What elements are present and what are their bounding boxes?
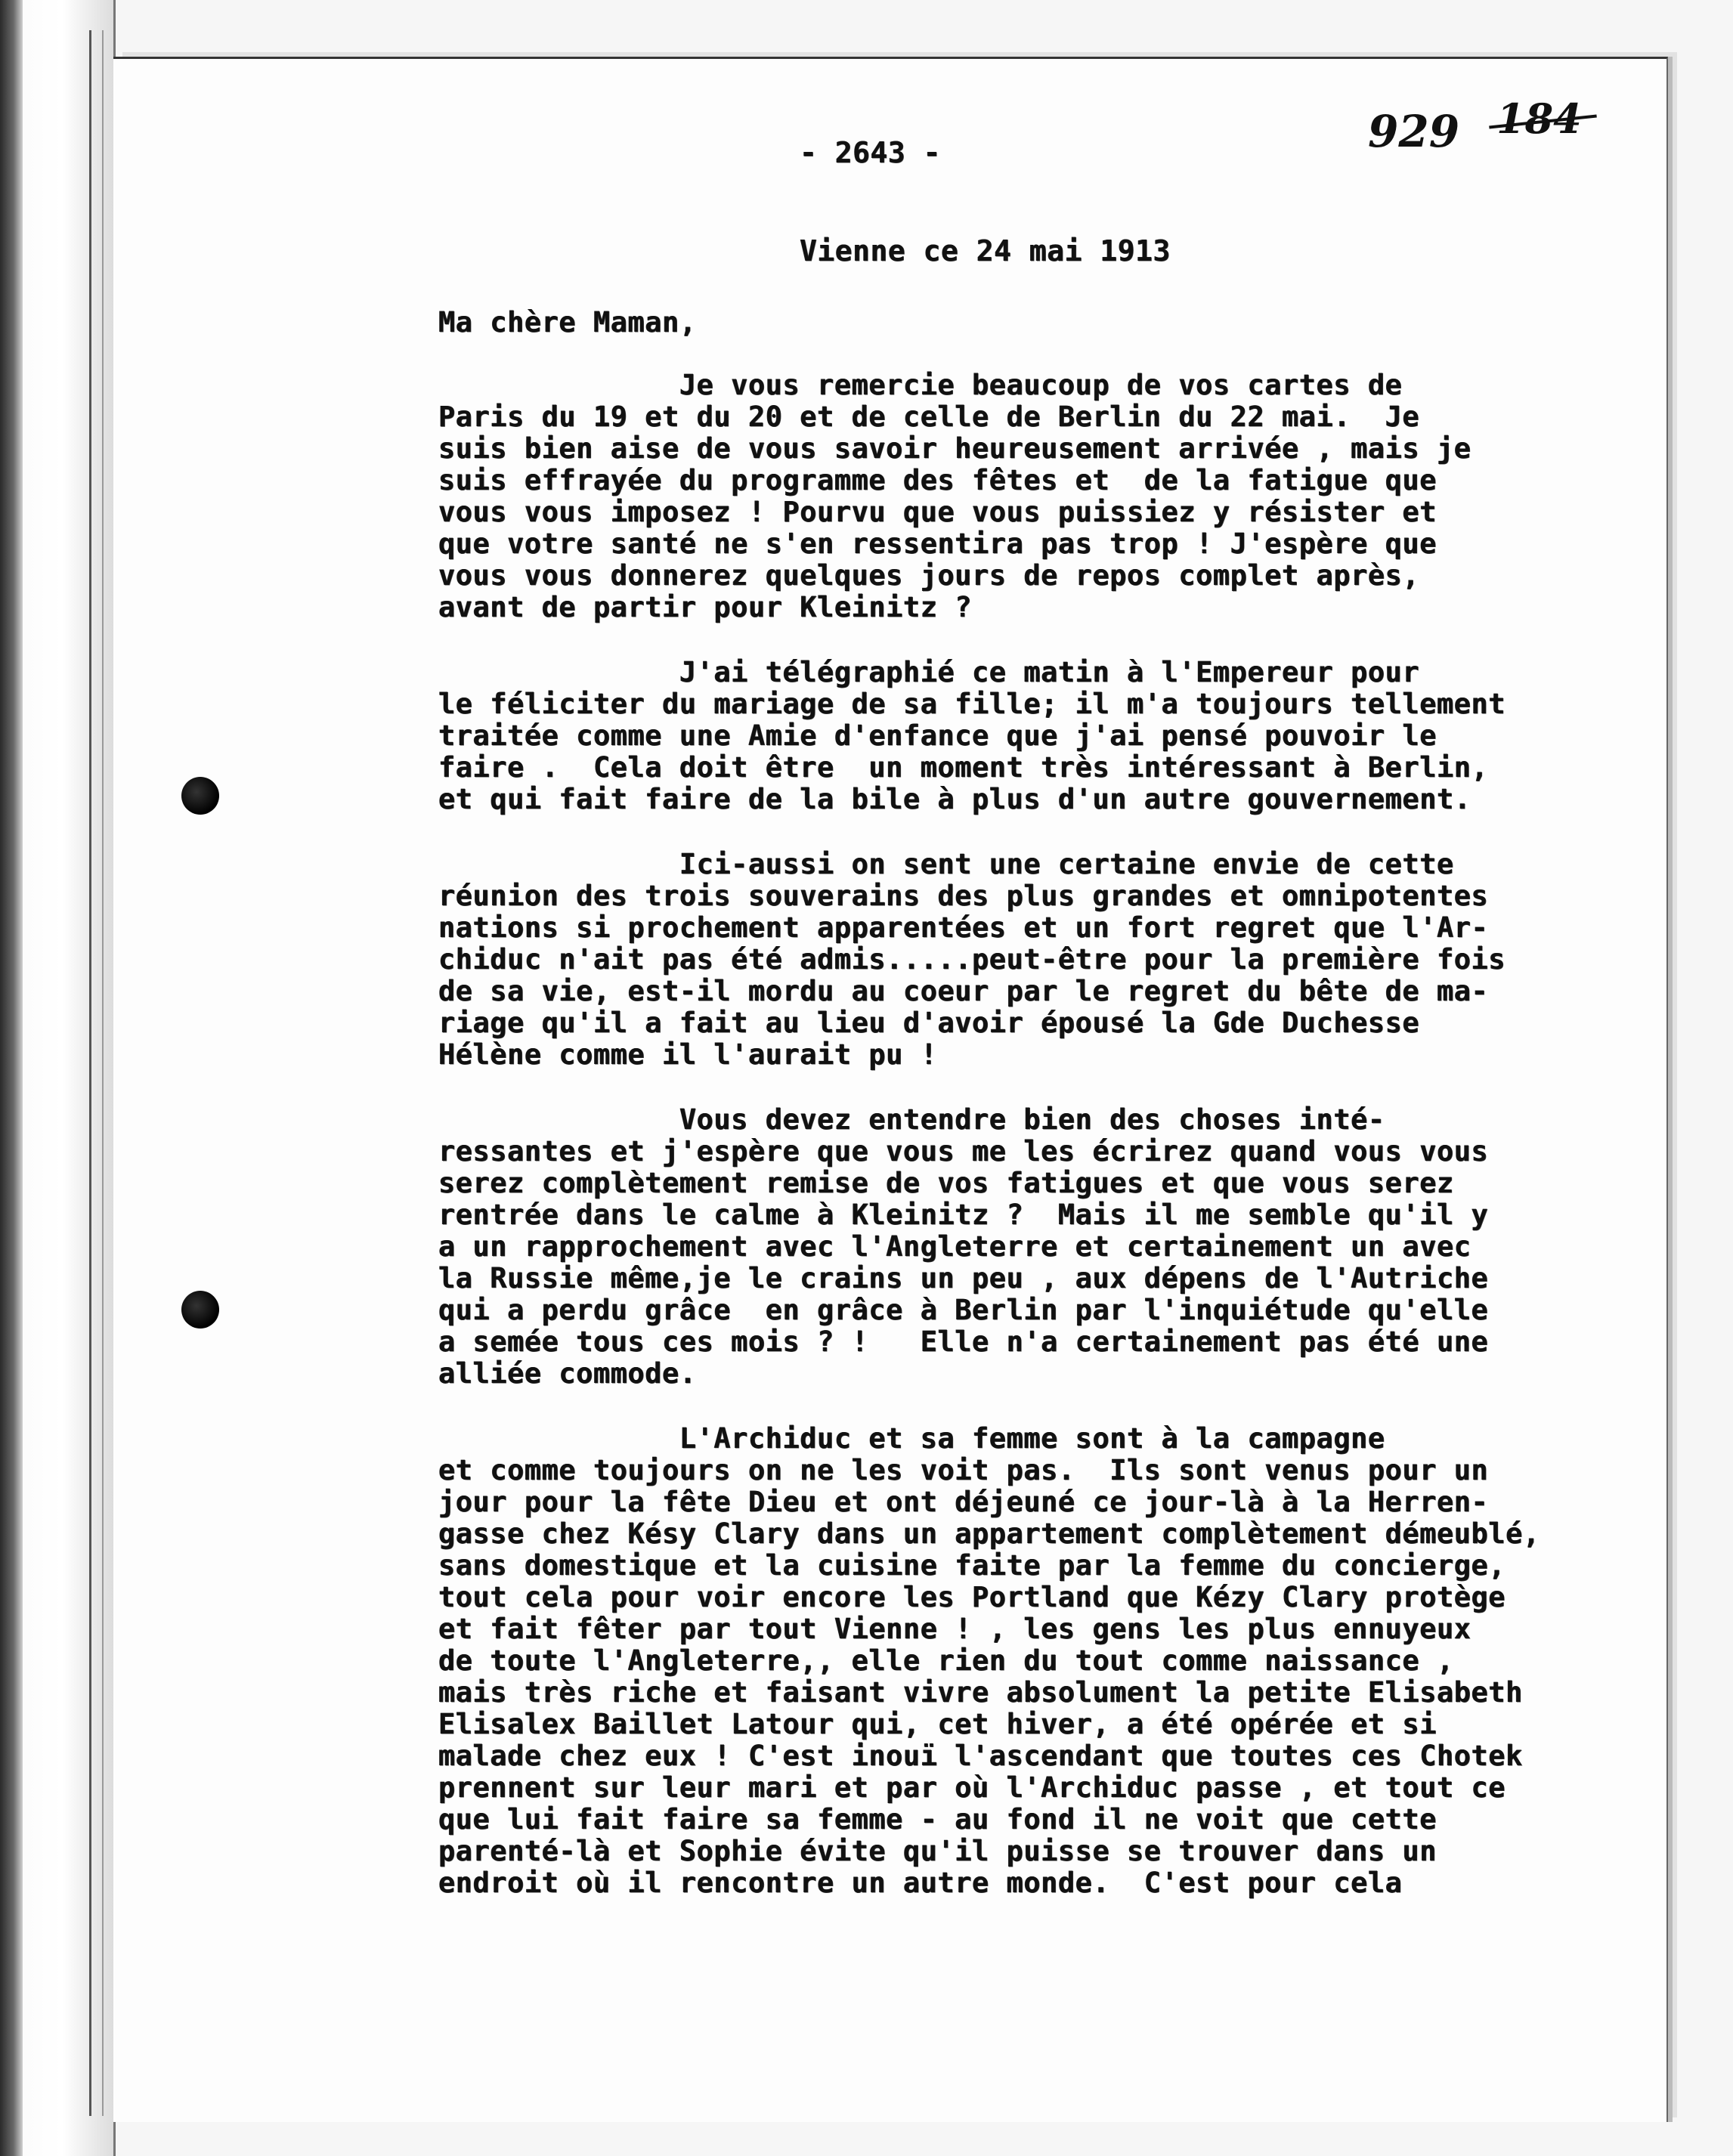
binder-clip	[0, 0, 23, 2156]
body-line: Hélène comme il l'aurait pu !	[438, 1038, 938, 1071]
body-line: faire . Cela doit être un moment très intéressant à Berlin,	[438, 751, 1489, 784]
body-line: qui a perdu grâce en grâce à Berlin par l'inquiétude qu'elle	[438, 1294, 1489, 1326]
body-line: de toute l'Angleterre,, elle rien du tout comme naissance ,	[438, 1644, 1454, 1677]
body-line: Je vous remercie beaucoup de vos cartes de	[438, 369, 1403, 401]
body-line: riage qu'il a fait au lieu d'avoir épousé la Gde Duchesse	[438, 1007, 1420, 1039]
body-line: que votre santé ne s'en ressentira pas trop ! J'espère que	[438, 527, 1437, 560]
page-number: - 2643 -	[800, 136, 942, 169]
body-line: nations si prochement apparentées et un fort regret que l'Ar-	[438, 911, 1489, 944]
body-line: vous vous donnerez quelques jours de repos complet après,	[438, 559, 1420, 592]
archive-number: 929	[1368, 106, 1460, 157]
dateline: Vienne ce 24 mai 1913	[800, 234, 1171, 268]
body-line: chiduc n'ait pas été admis.....peut-être pour la première fois	[438, 943, 1506, 976]
body-line: réunion des trois souverains des plus grandes et omnipotentes	[438, 880, 1489, 912]
body-line: le féliciter du mariage de sa fille; il m'a toujours tellement	[438, 688, 1506, 720]
body-line: Paris du 19 et du 20 et de celle de Berlin du 22 mai. Je	[438, 401, 1420, 433]
punch-hole-upper	[181, 777, 219, 815]
body-line: Vous devez entendre bien des choses inté-	[438, 1103, 1385, 1136]
body-line: malade chez eux ! C'est inouï l'ascendant que toutes ces Chotek	[438, 1740, 1523, 1772]
salutation: Ma chère Maman,	[438, 306, 697, 339]
body-line: endroit où il rencontre un autre monde. C'est pour cela	[438, 1867, 1403, 1899]
body-line: L'Archiduc et sa femme sont à la campagne	[438, 1422, 1385, 1455]
body-line: parenté-là et Sophie évite qu'il puisse se trouver dans un	[438, 1835, 1437, 1867]
body-line: a semée tous ces mois ? ! Elle n'a certainement pas été une	[438, 1325, 1489, 1358]
body-line: que lui fait faire sa femme - au fond il ne voit que cette	[438, 1803, 1437, 1836]
punch-hole-lower	[181, 1291, 219, 1329]
body-line: suis effrayée du programme des fêtes et de la fatigue que	[438, 464, 1437, 496]
body-line: mais très riche et faisant vivre absolument la petite Elisabeth	[438, 1676, 1523, 1709]
body-line: de sa vie, est-il mordu au coeur par le regret du bête de ma-	[438, 975, 1489, 1007]
body-line: et qui fait faire de la bile à plus d'un autre gouvernement.	[438, 783, 1472, 815]
body-line: jour pour la fête Dieu et ont déjeuné ce jour-là à la Herren-	[438, 1486, 1489, 1518]
body-line: Ici-aussi on sent une certaine envie de cette	[438, 848, 1454, 880]
body-line: et fait fêter par tout Vienne ! , les gens les plus ennuyeux	[438, 1613, 1472, 1645]
body-line: prennent sur leur mari et par où l'Archiduc passe , et tout ce	[438, 1771, 1506, 1804]
binder-margin	[0, 0, 116, 2156]
body-line: Elisalex Baillet Latour qui, cet hiver, a été opérée et si	[438, 1708, 1437, 1740]
body-line: la Russie même,je le crains un peu , aux dépens de l'Autriche	[438, 1262, 1489, 1295]
body-line: sans domestique et la cuisine faite par la femme du concierge,	[438, 1549, 1506, 1582]
body-line: alliée commode.	[438, 1357, 697, 1390]
body-line: suis bien aise de vous savoir heureusement arrivée , mais je	[438, 432, 1472, 465]
crossed-out-number: 184	[1496, 94, 1582, 143]
body-line: rentrée dans le calme à Kleinitz ? Mais il me semble qu'il y	[438, 1199, 1489, 1231]
body-line: vous vous imposez ! Pourvu que vous puissiez y résister et	[438, 496, 1437, 528]
body-line: a un rapprochement avec l'Angleterre et certainement un avec	[438, 1230, 1472, 1263]
body-line: traitée comme une Amie d'enfance que j'ai pensé pouvoir le	[438, 719, 1437, 752]
body-line: gasse chez Késy Clary dans un appartement complètement démeublé,	[438, 1517, 1540, 1550]
body-line: serez complètement remise de vos fatigues et que vous serez	[438, 1167, 1454, 1199]
body-line: ressantes et j'espère que vous me les écrirez quand vous vous	[438, 1135, 1489, 1168]
body-line: avant de partir pour Kleinitz ?	[438, 591, 973, 623]
binder-edge	[89, 30, 104, 2116]
body-line: J'ai télégraphié ce matin à l'Empereur pour	[438, 656, 1420, 688]
body-line: tout cela pour voir encore les Portland que Kézy Clary protège	[438, 1581, 1506, 1613]
body-line: et comme toujours on ne les voit pas. Ils sont venus pour un	[438, 1454, 1489, 1486]
